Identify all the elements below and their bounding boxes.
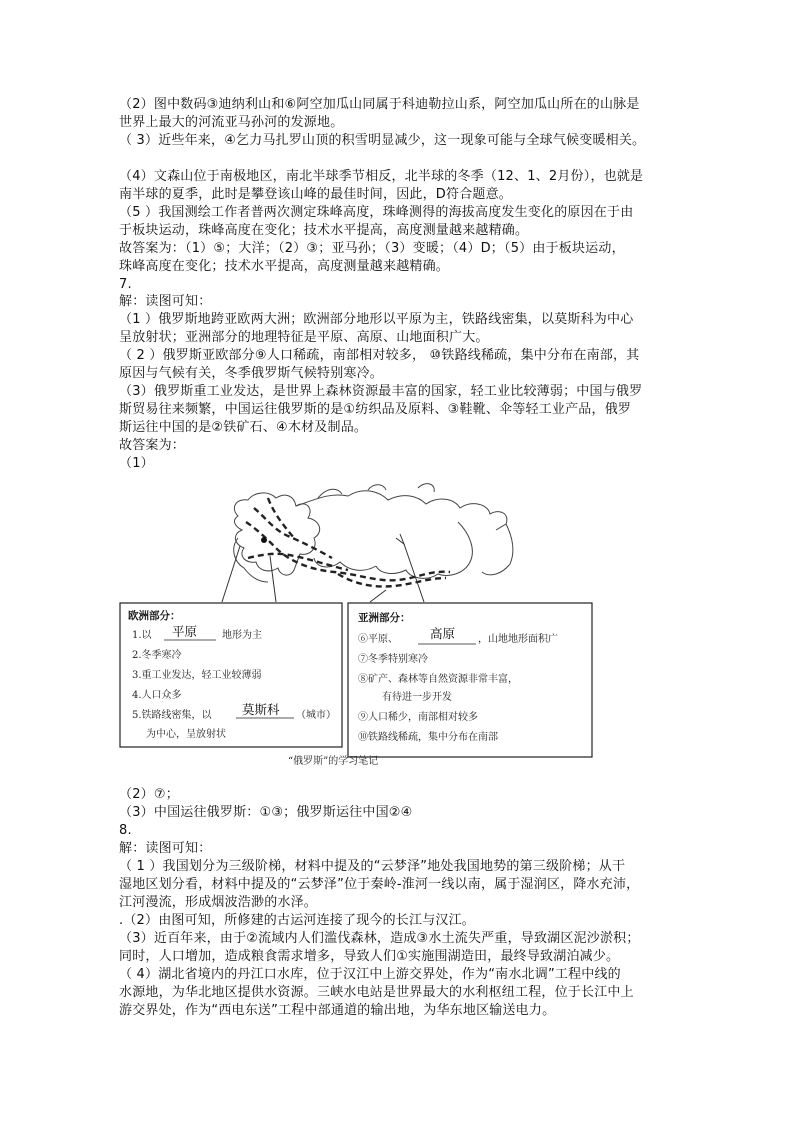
text-line: （3）俄罗斯重工业发达，是世界上森林资源最丰富的国家，轻工业比较薄弱；中国与俄罗 [119,384,643,399]
asia-item-8-cont: 有待进一步开发 [382,692,452,703]
europe-item-1: 1.以 [132,630,152,641]
text-line: （ 2 ）俄罗斯亚欧部分⑨人口稀疏，南部相对较多， ⑩铁路线稀疏，集中分布在南部，其 [119,348,640,363]
figure-caption: “俄罗斯”的学习笔记 [288,756,379,767]
text-line: 游交界处，作为“西电东送”工程中部通道的输出地，为华东地区输送电力。 [119,1003,556,1018]
moscow-marker [261,537,267,543]
text-line: （3）近百年来，由于②流域内人们滥伐森林，造成③水土流失严重，导致湖区泥沙淤积； [119,931,640,946]
text-line: （1） [119,456,154,471]
europe-header: 欧洲部分： [128,610,181,622]
text-line: 解：读图可知： [119,294,212,309]
asia-item-10: ⑩铁路线稀疏，集中分布在南部 [358,732,498,743]
europe-item-5-tail: （城市） [296,710,336,721]
text-line: 同时，人口增加，造成粮食需求增多，导致人们①实施围湖造田，最终导致湖泊减少。 [119,949,620,964]
text-line: （3）中国运往俄罗斯：①③；俄罗斯运往中国②④ [119,805,413,820]
asia-notes-box [348,603,592,757]
text-line: （5 ）我国测绘工作者普两次测定珠峰高度，珠峰测得的海拔高度发生变化的原因在于由 [119,205,634,220]
text-line: （ 1 ）我国划分为三级阶梯，材料中提及的“云梦泽”地处我国地势的第三级阶梯；从干 [119,859,626,874]
text-line: 于板块运动，珠峰高度在变化；技术水平提高，高度测量越来越精确。 [119,223,529,238]
text-line: 斯运往中国的是②铁矿石、④木材及制品。 [119,420,368,435]
asia-item-7: ⑦冬季特别寒冷 [358,654,428,665]
text-line: 解：读图可知： [119,841,212,856]
europe-item-5: 5.铁路线密集，以 [132,710,212,721]
europe-item-4: 4.人口众多 [132,690,182,701]
text-line: （1 ）俄罗斯地跨亚欧两大洲；欧洲部分地形以平原为主，铁路线密集，以莫斯科为中心 [119,312,634,327]
text-line: 湿地区划分看，材料中提及的“云梦泽”位于秦岭-淮河一线以南，属于湿润区，降水充沛， [119,877,640,892]
text-line: （ 3）近些年来，④乞力马扎罗山顶的积雪明显减少，这一现象可能与全球气候变暖相关。 [119,133,646,148]
asia-item-6: ⑥平原、 [358,634,398,645]
question-number: 8. [119,823,132,838]
text-line: 南半球的夏季，此时是攀登该山峰的最佳时间，因此，D符合题意。 [119,187,513,202]
text-line: （2）⑦； [119,787,179,802]
europe-item-3: 3.重工业发达，轻工业较薄弱 [132,670,262,681]
europe-item-2: 2.冬季寒冷 [132,650,182,661]
asia-item-9: ⑨人口稀少，南部相对较多 [358,712,478,723]
russia-map-sketch [234,484,513,582]
asia-header: 亚洲部分： [358,612,411,624]
leader-lines [222,534,424,602]
text-line: 世界上最大的河流亚马孙河的发源地。 [119,115,344,130]
text-line: 原因与气候有关，冬季俄罗斯气候特别寒冷。 [119,366,384,381]
text-line: 珠峰高度在变化；技术水平提高，高度测量越来越精确。 [119,259,450,274]
text-line: （2）图中数码③迪纳利山和⑥阿空加瓜山同属于科迪勒拉山系，阿空加瓜山所在的山脉是 [119,97,640,112]
railway-lines [246,498,450,587]
europe-item-5-cont: 为中心，呈放射状 [146,729,226,740]
europe-item-1-tail: 地形为主 [222,630,262,641]
question-number: 7. [119,277,132,292]
text-line: .（2）由图可知，所修建的古运河连接了现今的长江与汉江。 [119,913,476,928]
text-line: 故答案为： [119,438,186,453]
answer-plain: 平原 [172,624,198,639]
text-line: 斯贸易往来频繁，中国运往俄罗斯的是①纺织品及原料、③鞋靴、伞等轻工业产品，俄罗 [119,402,632,417]
text-line: （4）文森山位于南极地区，南北半球季节相反，北半球的冬季（12、1、2月份），也就是 [119,169,644,184]
answer-plateau: 高原 [430,626,456,641]
answer-city: 莫斯科 [242,702,280,717]
text-line: 故答案为：（1）⑤；大洋；（2）③；亚马孙；（3）变暖；（4）D；（5）由于板块运动， [119,241,625,256]
text-line: 呈放射状；亚洲部分的地理特征是平原、高原、山地面积广大。 [119,330,489,345]
europe-notes-box [120,603,342,747]
asia-item-6-tail: ，山地地形面积广 [478,634,558,645]
asia-item-8: ⑧矿产、森林等自然资源非常丰富， [358,674,518,685]
text-line: 水源地，为华北地区提供水资源。三峡水电站是世界最大的水利枢纽工程，位于长江中上 [119,985,634,1000]
text-line: 江河漫流，形成烟波浩渺的水泽。 [119,895,318,910]
russia-notes-figure [118,478,596,768]
text-line: （ 4）湖北省境内的丹江口水库，位于汉江中上游交界处，作为“南水北调”工程中线的 [119,967,621,982]
